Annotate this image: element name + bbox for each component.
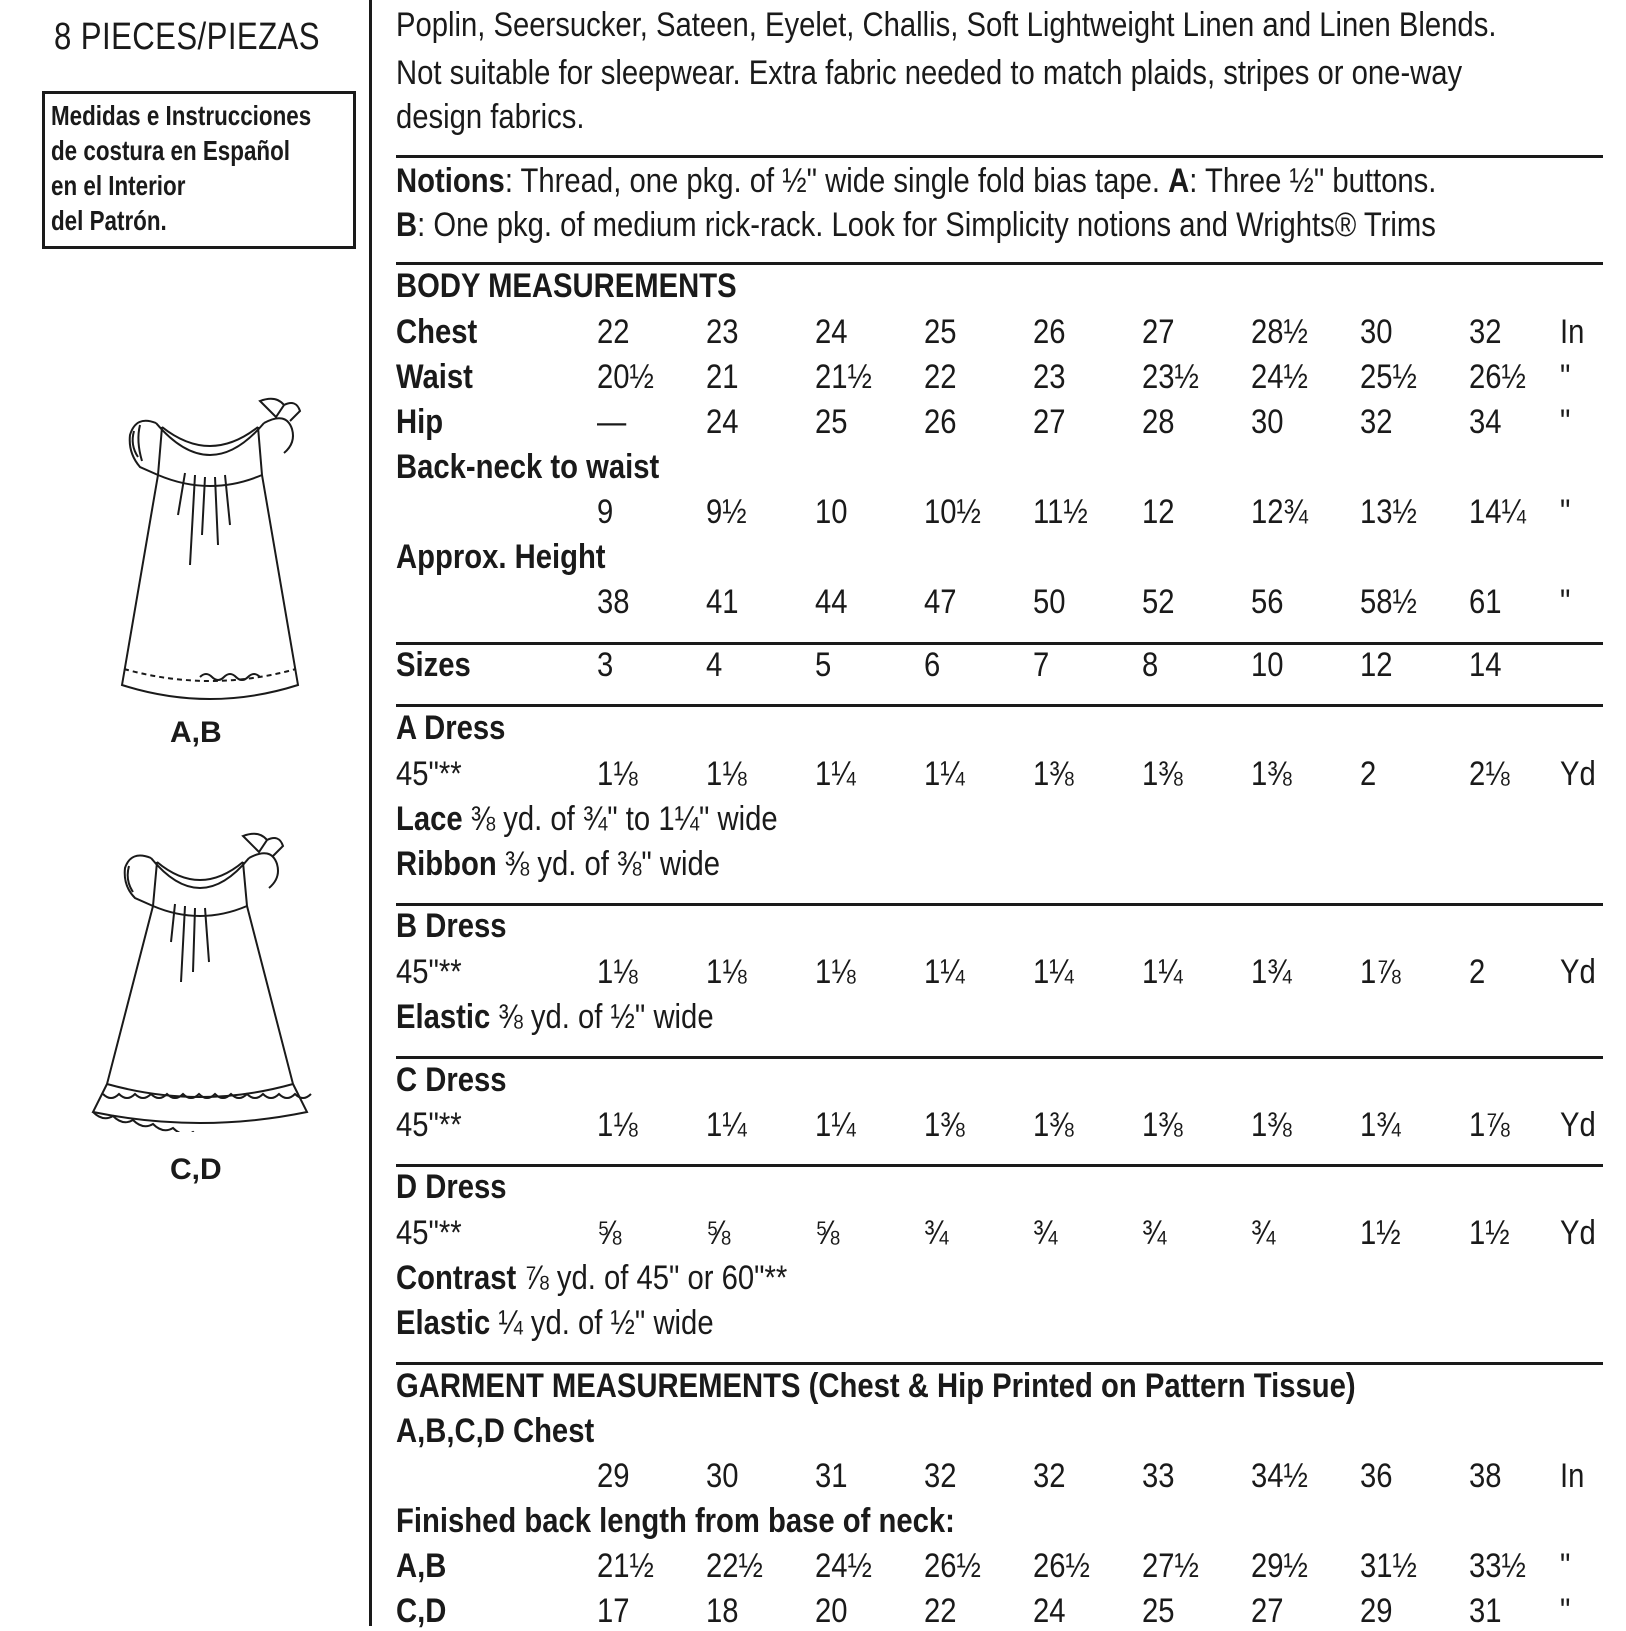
extra-label: Lace bbox=[396, 800, 463, 838]
value-cell: 24½ bbox=[815, 1547, 872, 1585]
unit-cell: " bbox=[1560, 1547, 1571, 1585]
value-cell: 25 bbox=[815, 403, 848, 441]
value-cell: 1¼ bbox=[1142, 953, 1183, 991]
value-cell: ¾ bbox=[924, 1214, 949, 1252]
value-cell: 1½ bbox=[1469, 1214, 1510, 1252]
value-cell: 10½ bbox=[924, 493, 981, 531]
notions-b-text: : One pkg. of medium rick-rack. Look for Simplicity notions and Wrights® Trims bbox=[417, 206, 1436, 244]
notions-text: : Thread, one pkg. of ½" wide single fold bias tape. bbox=[504, 162, 1169, 200]
value-cell: 18 bbox=[706, 1592, 739, 1630]
value-cell: 1⅜ bbox=[1033, 1106, 1074, 1144]
value-cell: 1¼ bbox=[815, 1106, 856, 1144]
value-cell: 1¼ bbox=[924, 755, 965, 793]
row-label: A,B bbox=[396, 1547, 447, 1585]
value-cell: 21 bbox=[706, 358, 739, 396]
pieces-count: 8 PIECES/PIEZAS bbox=[54, 16, 320, 58]
value-cell: 12 bbox=[1142, 493, 1175, 531]
value-cell: 22½ bbox=[706, 1547, 763, 1585]
spanish-instructions-box bbox=[42, 91, 356, 249]
value-cell: 1⅛ bbox=[597, 755, 638, 793]
value-cell: 6 bbox=[924, 646, 941, 684]
value-cell: 27 bbox=[1251, 1592, 1284, 1630]
body-measurements-title: BODY MEASUREMENTS bbox=[396, 267, 737, 305]
value-cell: 1⅛ bbox=[597, 953, 638, 991]
value-cell: 1¾ bbox=[1360, 1106, 1401, 1144]
notions-b-label: B bbox=[396, 206, 418, 244]
divider bbox=[396, 1362, 1603, 1365]
row-label: A,B,C,D Chest bbox=[396, 1412, 595, 1450]
row-label: Hip bbox=[396, 403, 444, 441]
extra-text: ⅜ yd. of ⅜" wide bbox=[496, 845, 720, 883]
unit-cell: In bbox=[1560, 313, 1585, 351]
extra-line bbox=[396, 1303, 714, 1343]
value-cell: 32 bbox=[924, 1457, 957, 1495]
value-cell: 2⅛ bbox=[1469, 755, 1510, 793]
divider bbox=[396, 155, 1603, 158]
value-cell: 31 bbox=[1469, 1592, 1502, 1630]
value-cell: 50 bbox=[1033, 583, 1066, 621]
value-cell: 3 bbox=[597, 646, 614, 684]
divider bbox=[396, 704, 1603, 707]
value-cell: 52 bbox=[1142, 583, 1175, 621]
extra-line bbox=[396, 997, 714, 1037]
unit-cell: In bbox=[1560, 1457, 1585, 1495]
value-cell: 23 bbox=[706, 313, 739, 351]
value-cell: 26½ bbox=[924, 1547, 981, 1585]
row-label: 45"** bbox=[396, 1106, 462, 1144]
extra-text: ⅜ yd. of ½" wide bbox=[490, 998, 714, 1036]
section-title: B Dress bbox=[396, 907, 507, 945]
value-cell: 1⅜ bbox=[1142, 755, 1183, 793]
value-cell: 12¾ bbox=[1251, 493, 1308, 531]
section-title: D Dress bbox=[396, 1168, 507, 1206]
value-cell: 25 bbox=[1142, 1592, 1175, 1630]
value-cell: 32 bbox=[1469, 313, 1502, 351]
extra-line bbox=[396, 799, 778, 839]
value-cell: 61 bbox=[1469, 583, 1502, 621]
value-cell: 24 bbox=[1033, 1592, 1066, 1630]
value-cell: 1¼ bbox=[924, 953, 965, 991]
row-label: 45"** bbox=[396, 755, 462, 793]
value-cell: 14 bbox=[1469, 646, 1502, 684]
extra-text: ⅞ yd. of 45" or 60"** bbox=[516, 1259, 788, 1297]
value-cell: 20½ bbox=[597, 358, 654, 396]
value-cell: 1¼ bbox=[706, 1106, 747, 1144]
extra-line bbox=[396, 844, 720, 884]
extra-line bbox=[396, 1258, 787, 1298]
value-cell: 10 bbox=[815, 493, 848, 531]
value-cell: ⅝ bbox=[706, 1214, 731, 1252]
value-cell: 30 bbox=[1360, 313, 1393, 351]
value-cell: 26 bbox=[924, 403, 957, 441]
spanish-line: del Patrón. bbox=[51, 205, 167, 236]
value-cell: 36 bbox=[1360, 1457, 1393, 1495]
fabric-line: design fabrics. bbox=[396, 98, 585, 136]
value-cell: — bbox=[597, 403, 627, 441]
value-cell: 13½ bbox=[1360, 493, 1417, 531]
fabric-line: Not suitable for sleepwear. Extra fabric needed to match plaids, stripes or one-way bbox=[396, 54, 1463, 92]
row-label: C,D bbox=[396, 1592, 447, 1630]
value-cell: 20 bbox=[815, 1592, 848, 1630]
value-cell: 44 bbox=[815, 583, 848, 621]
value-cell: 30 bbox=[706, 1457, 739, 1495]
spanish-line: de costura en Español bbox=[51, 135, 290, 166]
value-cell: 41 bbox=[706, 583, 739, 621]
row-label: Finished back length from base of neck: bbox=[396, 1502, 955, 1540]
dress-ab-illustration bbox=[100, 395, 320, 725]
value-cell: 1⅛ bbox=[706, 953, 747, 991]
section-title: A Dress bbox=[396, 709, 506, 747]
extra-label: Ribbon bbox=[396, 845, 497, 883]
unit-cell: " bbox=[1560, 1592, 1571, 1630]
value-cell: 1⅛ bbox=[597, 1106, 638, 1144]
notions-a-text: : Three ½" buttons. bbox=[1189, 162, 1437, 200]
row-label: Back-neck to waist bbox=[396, 448, 660, 486]
notions-line-1 bbox=[396, 161, 1436, 201]
value-cell: 2 bbox=[1469, 953, 1486, 991]
value-cell: 34 bbox=[1469, 403, 1502, 441]
section-title: GARMENT MEASUREMENTS (Chest & Hip Printed on Pattern Tissue) bbox=[396, 1367, 1356, 1405]
value-cell: 9 bbox=[597, 493, 614, 531]
unit-cell: " bbox=[1560, 583, 1571, 621]
value-cell: 23 bbox=[1033, 358, 1066, 396]
value-cell: 38 bbox=[597, 583, 630, 621]
value-cell: 31 bbox=[815, 1457, 848, 1495]
extra-label: Elastic bbox=[396, 998, 491, 1036]
value-cell: 21½ bbox=[815, 358, 872, 396]
value-cell: 7 bbox=[1033, 646, 1050, 684]
divider bbox=[396, 262, 1603, 265]
value-cell: ¾ bbox=[1251, 1214, 1276, 1252]
dress-cd-illustration bbox=[85, 832, 315, 1132]
value-cell: 34½ bbox=[1251, 1457, 1308, 1495]
notions-label: Notions bbox=[396, 162, 505, 200]
value-cell: 26 bbox=[1033, 313, 1066, 351]
value-cell: 1⅜ bbox=[924, 1106, 965, 1144]
value-cell: 4 bbox=[706, 646, 723, 684]
value-cell: ⅝ bbox=[815, 1214, 840, 1252]
unit-cell: Yd bbox=[1560, 755, 1596, 793]
value-cell: 5 bbox=[815, 646, 832, 684]
value-cell: 38 bbox=[1469, 1457, 1502, 1495]
illustration-caption-ab: A,B bbox=[170, 716, 222, 749]
value-cell: 21½ bbox=[597, 1547, 654, 1585]
value-cell: 28 bbox=[1142, 403, 1175, 441]
row-label: Approx. Height bbox=[396, 538, 606, 576]
value-cell: 29½ bbox=[1251, 1547, 1308, 1585]
value-cell: ¾ bbox=[1033, 1214, 1058, 1252]
value-cell: 22 bbox=[597, 313, 630, 351]
row-label: Sizes bbox=[396, 646, 471, 684]
illustration-caption-cd: C,D bbox=[170, 1153, 222, 1186]
value-cell: 32 bbox=[1033, 1457, 1066, 1495]
extra-text: ¼ yd. of ½" wide bbox=[490, 1304, 714, 1342]
section-title: C Dress bbox=[396, 1061, 507, 1099]
divider bbox=[396, 642, 1603, 645]
extra-label: Contrast bbox=[396, 1259, 517, 1297]
notions-line-2 bbox=[396, 205, 1436, 245]
value-cell: 33 bbox=[1142, 1457, 1175, 1495]
value-cell: 25½ bbox=[1360, 358, 1417, 396]
value-cell: 31½ bbox=[1360, 1547, 1417, 1585]
value-cell: 27½ bbox=[1142, 1547, 1199, 1585]
value-cell: 24 bbox=[706, 403, 739, 441]
value-cell: 14¼ bbox=[1469, 493, 1526, 531]
value-cell: 27 bbox=[1033, 403, 1066, 441]
value-cell: 26½ bbox=[1469, 358, 1526, 396]
notions-a-label: A bbox=[1168, 162, 1190, 200]
spanish-line: Medidas e Instrucciones bbox=[51, 100, 312, 131]
value-cell: 30 bbox=[1251, 403, 1284, 441]
extra-text: ⅜ yd. of ¾" to 1¼" wide bbox=[462, 800, 778, 838]
value-cell: 29 bbox=[597, 1457, 630, 1495]
value-cell: 1⅜ bbox=[1033, 755, 1074, 793]
value-cell: 10 bbox=[1251, 646, 1284, 684]
value-cell: ¾ bbox=[1142, 1214, 1167, 1252]
value-cell: 58½ bbox=[1360, 583, 1417, 621]
unit-cell: Yd bbox=[1560, 1214, 1596, 1252]
value-cell: 25 bbox=[924, 313, 957, 351]
value-cell: 1½ bbox=[1360, 1214, 1401, 1252]
column-divider bbox=[369, 0, 372, 1626]
divider bbox=[396, 1164, 1603, 1167]
row-label: Waist bbox=[396, 358, 473, 396]
value-cell: 1¾ bbox=[1251, 953, 1292, 991]
value-cell: 2 bbox=[1360, 755, 1377, 793]
value-cell: 1⅞ bbox=[1360, 953, 1401, 991]
value-cell: 47 bbox=[924, 583, 957, 621]
value-cell: 56 bbox=[1251, 583, 1284, 621]
unit-cell: Yd bbox=[1560, 1106, 1596, 1144]
divider bbox=[396, 903, 1603, 906]
value-cell: 28½ bbox=[1251, 313, 1308, 351]
value-cell: 24 bbox=[815, 313, 848, 351]
value-cell: 1⅛ bbox=[815, 953, 856, 991]
value-cell: 32 bbox=[1360, 403, 1393, 441]
unit-cell: " bbox=[1560, 403, 1571, 441]
unit-cell: " bbox=[1560, 358, 1571, 396]
value-cell: 1⅜ bbox=[1251, 755, 1292, 793]
value-cell: 33½ bbox=[1469, 1547, 1526, 1585]
value-cell: 12 bbox=[1360, 646, 1393, 684]
value-cell: 27 bbox=[1142, 313, 1175, 351]
value-cell: 1¼ bbox=[815, 755, 856, 793]
value-cell: 17 bbox=[597, 1592, 630, 1630]
row-label: 45"** bbox=[396, 1214, 462, 1252]
value-cell: 1⅜ bbox=[1142, 1106, 1183, 1144]
divider bbox=[396, 1056, 1603, 1059]
value-cell: 1⅞ bbox=[1469, 1106, 1510, 1144]
value-cell: 23½ bbox=[1142, 358, 1199, 396]
value-cell: 8 bbox=[1142, 646, 1159, 684]
spanish-line: en el Interior bbox=[51, 170, 186, 201]
row-label: 45"** bbox=[396, 953, 462, 991]
value-cell: 11½ bbox=[1033, 493, 1088, 531]
value-cell: 9½ bbox=[706, 493, 747, 531]
row-label: Chest bbox=[396, 313, 478, 351]
value-cell: 24½ bbox=[1251, 358, 1308, 396]
value-cell: 29 bbox=[1360, 1592, 1393, 1630]
extra-label: Elastic bbox=[396, 1304, 491, 1342]
unit-cell: " bbox=[1560, 493, 1571, 531]
value-cell: 1⅜ bbox=[1251, 1106, 1292, 1144]
value-cell: 22 bbox=[924, 358, 957, 396]
value-cell: 22 bbox=[924, 1592, 957, 1630]
unit-cell: Yd bbox=[1560, 953, 1596, 991]
fabric-line: Poplin, Seersucker, Sateen, Eyelet, Challis, Soft Lightweight Linen and Linen Blends. bbox=[396, 6, 1497, 44]
value-cell: ⅝ bbox=[597, 1214, 622, 1252]
value-cell: 1⅛ bbox=[706, 755, 747, 793]
value-cell: 26½ bbox=[1033, 1547, 1090, 1585]
value-cell: 1¼ bbox=[1033, 953, 1074, 991]
